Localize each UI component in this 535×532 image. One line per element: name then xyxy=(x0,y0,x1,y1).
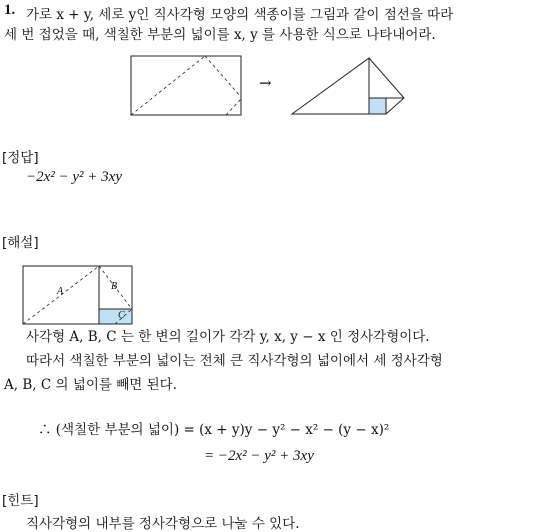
label-c: C xyxy=(118,310,125,321)
solution-heading: [해설] xyxy=(2,235,39,251)
transform-arrow: → xyxy=(259,74,272,92)
solution-line-3: A, B, C 의 넓이를 빼면 된다. xyxy=(4,377,177,393)
solution-equation-2: = −2x² − y² + 3xy xyxy=(204,448,314,464)
label-a: A xyxy=(57,286,64,297)
problem-number: 1. xyxy=(4,2,16,18)
solution-equation-1: ∴ (색칠한 부분의 넓이) = (x + y)y − y² − x² − (y − x)² xyxy=(38,422,390,438)
label-b: B xyxy=(111,281,118,292)
solution-line-1: 사각형 A, B, C 는 한 변의 길이가 각각 y, x, y − x 인 정사각형이다. xyxy=(26,329,430,345)
answer-expression: −2x² − y² + 3xy xyxy=(26,169,122,185)
folded-shape-figure xyxy=(290,54,408,118)
hint-text: 직사각형의 내부를 정사각형으로 나눌 수 있다. xyxy=(26,516,300,532)
hint-heading: [힌트] xyxy=(2,493,39,509)
problem-line-1: 가로 x + y, 세로 y인 직사각형 모양의 색종이를 그림과 같이 점선을 따라 xyxy=(26,7,454,23)
solution-line-2: 따라서 색칠한 부분의 넓이는 전체 큰 직사각형의 넓이에서 세 정사각형 xyxy=(26,353,443,369)
answer-heading: [정답] xyxy=(2,150,39,166)
problem-line-2: 세 번 접었을 때, 색칠한 부분의 넓이를 x, y 를 사용한 식으로 나타내어라. xyxy=(4,27,436,43)
folding-rectangle-figure xyxy=(130,55,242,117)
